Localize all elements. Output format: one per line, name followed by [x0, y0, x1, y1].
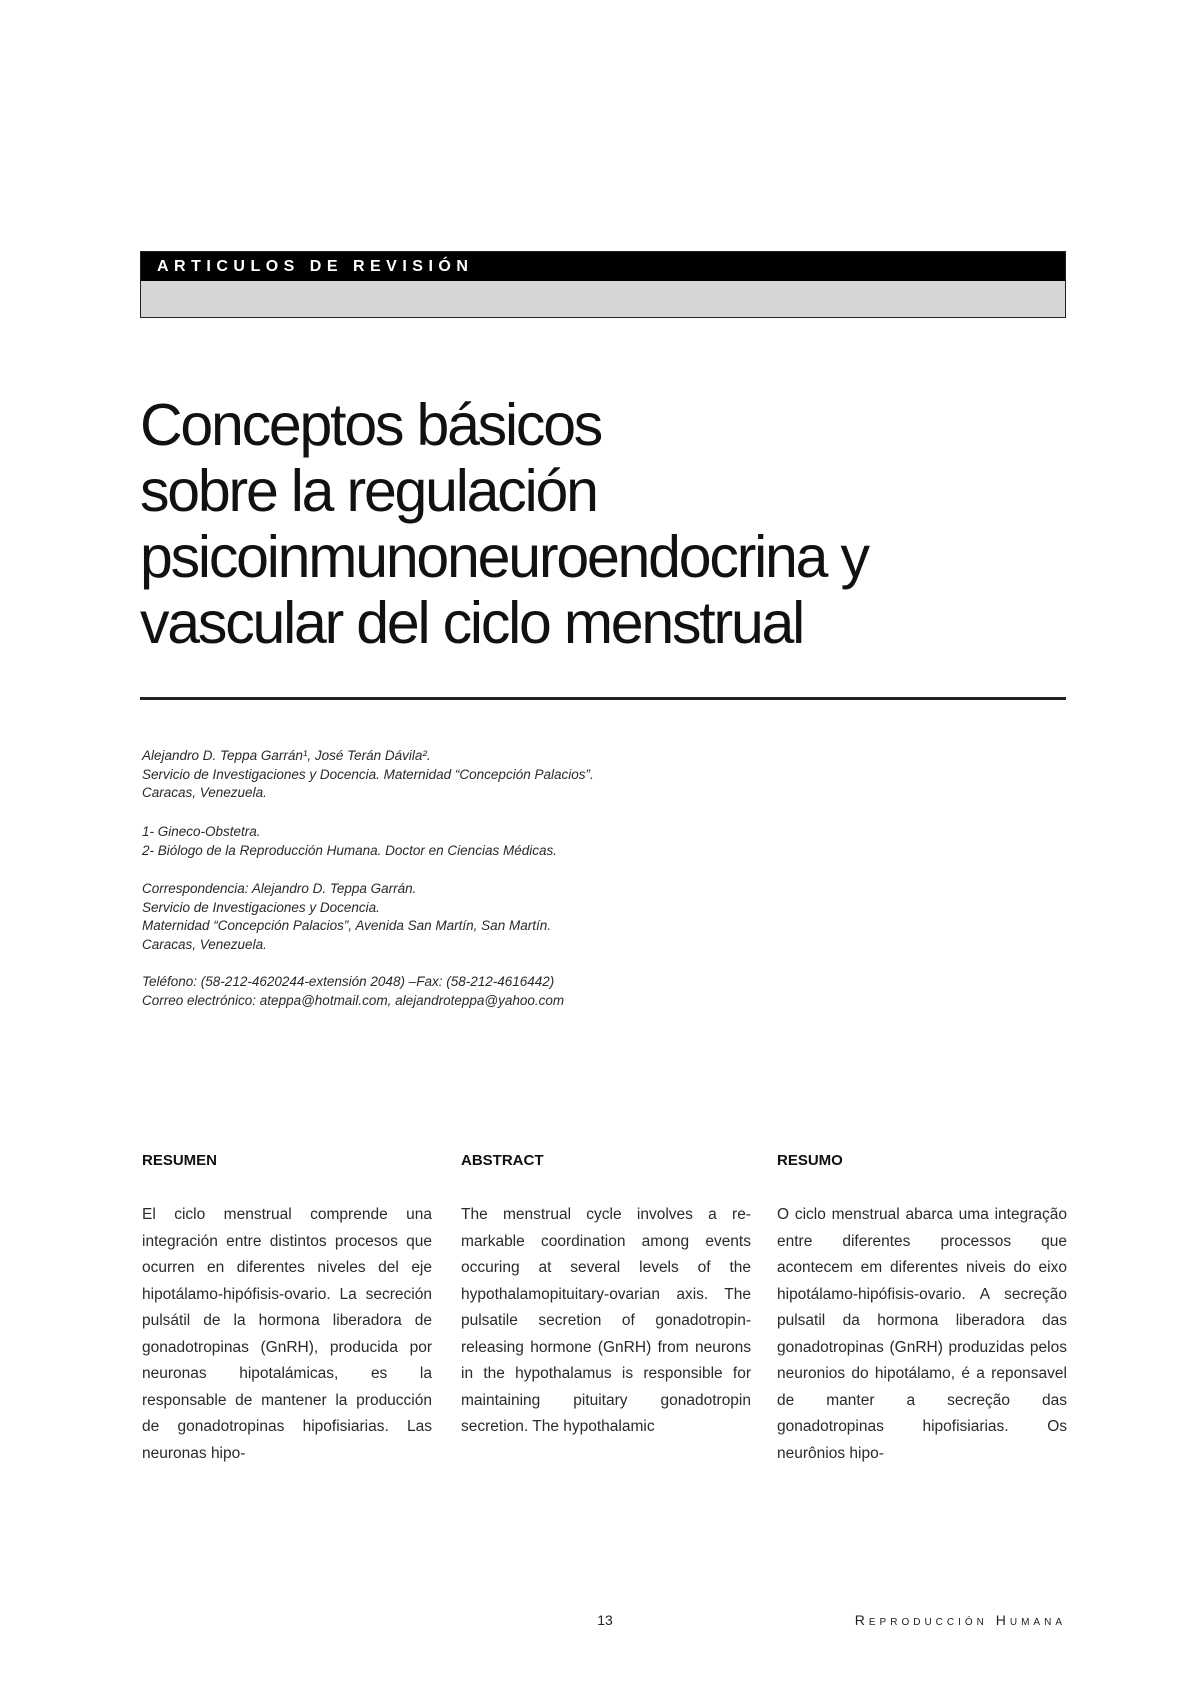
contact-phone: Teléfono: (58-212-4620244-extensión 2048) –Fax: (58-212-4616442): [142, 974, 555, 989]
author-names: Alejandro D. Teppa Garrán¹, José Terán Dávila².: [142, 748, 431, 763]
correspondence-block: [142, 880, 1042, 954]
correspondence-line: Correspondencia: Alejandro D. Teppa Garrán.: [142, 881, 417, 896]
author-notes: [142, 823, 1042, 860]
column-heading: RESUMO: [777, 1152, 843, 1169]
column-heading: RESUMEN: [142, 1152, 218, 1169]
column-text: The menstrual cycle involves a remarkable coordination among events occuring at several levels of the hypothalamopituitary-ovarian axis. The pulsatile secretion of gonadotropin-releasing hormone (GnRH) from neurons in the hypothalamus is responsible for maintaining pituitary gonadotropin secretion. The hypothalamic: [461, 1206, 751, 1435]
column-heading: ABSTRACT: [461, 1152, 544, 1169]
column-text: El ciclo menstrual comprende una integración entre distintos procesos que ocurren en diferentes niveles del eje hipotálamo-hipófisis-ovario. La secreción pulsátil de la hormona liberadora de gonadotropinas (GnRH), producida por neuronas hipotalámicas, es la responsable de mantener la producción de gonadotropinas hipofisiarias. Las neuronas hipo-: [142, 1206, 432, 1462]
correspondence-line: Servicio de Investigaciones y Docencia.: [142, 899, 380, 915]
contact-email: Correo electrónico: ateppa@hotmail.com, alejandroteppa@yahoo.com: [142, 992, 565, 1008]
abstract-column-spanish: [142, 1152, 432, 1467]
contact-block: [142, 973, 1042, 1010]
author-affiliation: Servicio de Investigaciones y Docencia. Maternidad “Concepción Palacios”.: [142, 766, 594, 782]
title-line: vascular del ciclo menstrual: [140, 590, 804, 656]
correspondence-line: Maternidad “Concepción Palacios”, Avenida San Martín, San Martín.: [142, 918, 551, 933]
section-header-box: [140, 251, 1066, 318]
author-block: [142, 747, 1042, 803]
section-label: ARTICULOS DE REVISIÓN: [141, 252, 1065, 281]
title-line: Conceptos básicos: [140, 392, 602, 458]
title-line: psicoinmunoneuroendocrina y: [140, 524, 868, 590]
page-number: 13: [597, 1612, 613, 1628]
abstract-column-english: [461, 1152, 751, 1441]
article-title: [140, 392, 1070, 656]
author-note: 2- Biólogo de la Reproducción Humana. Doctor en Ciencias Médicas.: [142, 842, 557, 858]
author-city: Caracas, Venezuela.: [142, 785, 267, 800]
abstract-column-portuguese: [777, 1152, 1067, 1467]
title-line: sobre la regulación: [140, 458, 597, 524]
correspondence-line: Caracas, Venezuela.: [142, 936, 267, 952]
author-note: 1- Gineco-Obstetra.: [142, 824, 261, 839]
column-text: O ciclo menstrual abarca uma integração entre diferentes processos que acontecem em diferentes niveis do eixo hipotálamo-hipófisis-ovario. A secreção pulsatil da hormona liberadora das gonadotropinas (GnRH) produzidas pelos neuronios do hipotálamo, é a reponsavel de manter a secreção das gonadotropinas hipofisiarias. Os neurônios hipo-: [777, 1206, 1067, 1462]
running-title: Reproducción Humana: [854, 1612, 1066, 1628]
title-divider: [140, 697, 1066, 700]
